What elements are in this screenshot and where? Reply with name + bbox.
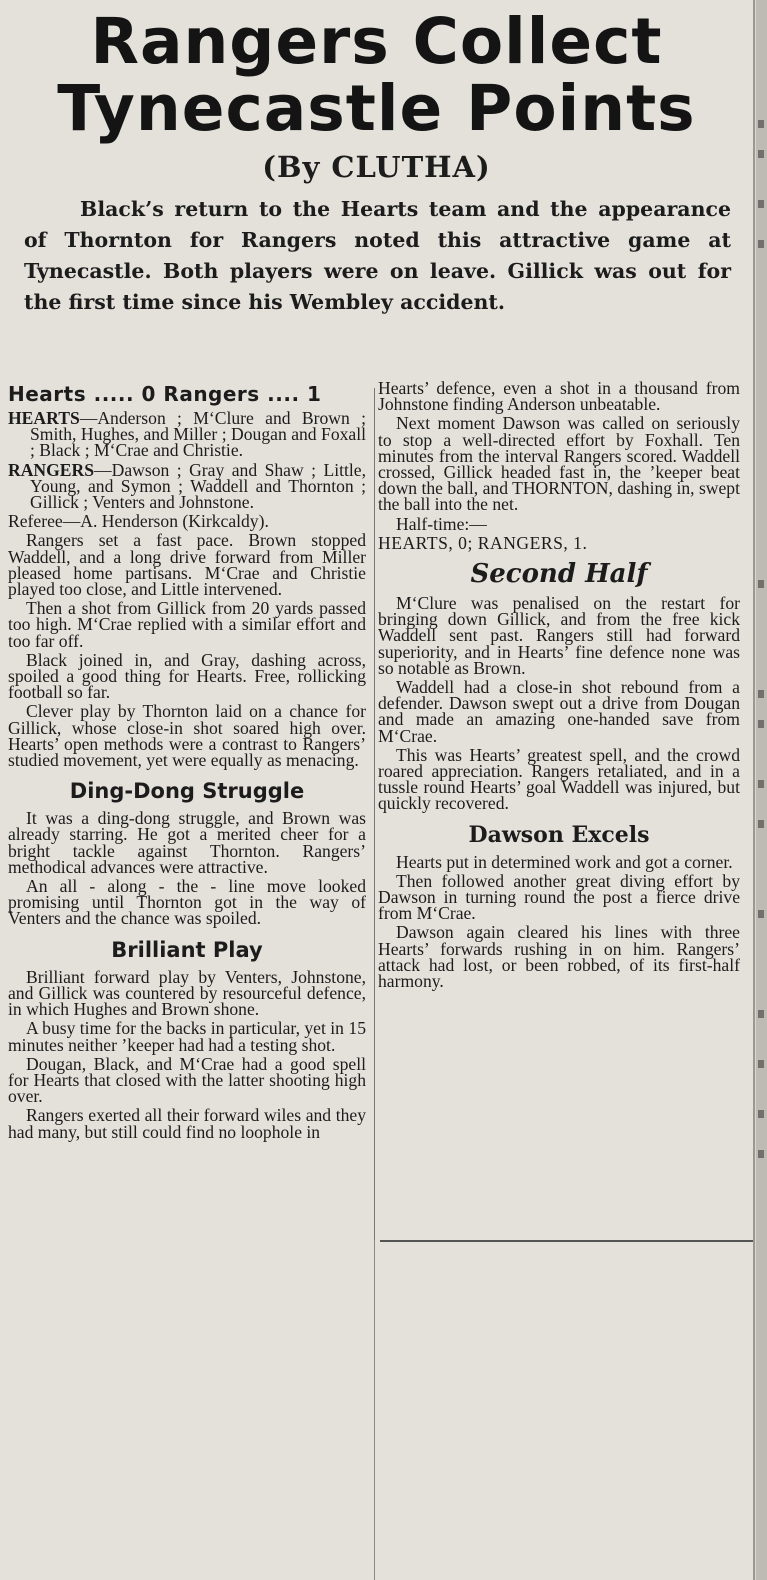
hearts-team: —Anderson ; M‘Clure and Brown ; Smith, Hughes, and Miller ; Dougan and Foxall ; Black ; M‘Crae and Christie.	[30, 408, 366, 461]
paragraph: Then a shot from Gillick from 20 yards passed too high. M‘Crae replied with a similar effort and too far off.	[8, 598, 366, 651]
headline: Rangers Collect Tynecastle Points	[57, 5, 696, 145]
adjacent-page-edge	[756, 0, 767, 1580]
paragraph: Clever play by Thornton laid on a chance for Gillick, whose close-in shot soared high over. Hearts’ open methods were a contrast to Rangers’ studied movement, yet were equally as menacing.	[8, 701, 366, 771]
text-fragment	[758, 1110, 764, 1118]
paragraph: This was Hearts’ greatest spell, and the crowd roared appreciation. Rangers retaliated, and in a tussle round Hearts’ goal Waddell was injured, but quickly recovered.	[378, 744, 740, 814]
paragraph: Dougan, Black, and M‘Crae had a good spell for Hearts that closed with the latter shooting high over.	[8, 1053, 366, 1107]
text-fragment	[758, 910, 764, 918]
rangers-team: —Dawson ; Gray and Shaw ; Little, Young, and Symon ; Waddell and Thornton ; Gillick ; Venters and Johnstone.	[30, 459, 366, 513]
byline: (By CLUTHA)	[262, 150, 491, 184]
text-fragment	[758, 1150, 764, 1158]
text-fragment	[758, 200, 764, 208]
right-column	[378, 380, 740, 992]
paragraph: It was a ding-dong struggle, and Brown was already starring. He got a merited cheer for a bright tackle against Thornton. Rangers’ methodical advances were attractive.	[8, 808, 366, 877]
paragraph: Next moment Dawson was called on seriously to stop a well-directed effort by Foxhall. Ten minutes from the interval Rangers scored. Waddell crossed, Gillick headed fast in, the ’keeper beat down the ball, and THORNTON, dashing in, swept the ball into the net.	[378, 413, 740, 515]
lower-column-divider	[374, 1240, 375, 1580]
referee-line	[8, 511, 366, 532]
text-fragment	[758, 120, 764, 128]
halftime-score: HEARTS, 0; RANGERS, 1.	[378, 532, 588, 553]
paragraph: Black joined in, and Gray, dashing across, spoiled a good thing for Hearts. Free, rollicking football so far.	[8, 649, 366, 703]
text-fragment	[758, 1010, 764, 1018]
rangers-lineup	[8, 459, 366, 513]
intro-paragraph: Black’s return to the Hearts team and the appearance of Thornton for Rangers noted this attractive game at Tynecastle. Both players were on leave. Gillick was out for the first time since his Wembley accident.	[24, 197, 731, 314]
paragraph: Dawson again cleared his lines with three Hearts’ forwards rushing in on him. Rangers’ attack had lost, or been robbed, of its first-half harmony.	[378, 922, 740, 992]
score-line: Hearts ..... 0 Rangers .... 1	[8, 382, 322, 406]
text-fragment	[758, 690, 764, 698]
text-fragment	[758, 1060, 764, 1068]
paragraph: Brilliant forward play by Venters, Johnstone, and Gillick was countered by resourceful defence, in which Hughes and Brown shone.	[8, 966, 366, 1020]
halftime-label: Half-time:—	[396, 513, 487, 534]
paragraph: Rangers set a fast pace. Brown stopped Waddell, and a long drive forward from Miller pleased home partisans. M‘Crae and Christie played too close, and Little intervened.	[8, 530, 366, 600]
paragraph: Hearts put in determined work and got a corner.	[396, 851, 733, 872]
paragraph: Rangers exerted all their forward wiles and they had many, but still could find no loophole in	[8, 1105, 366, 1142]
text-fragment	[758, 820, 764, 828]
subheading-dawson-excels: Dawson Excels	[468, 821, 650, 848]
paragraph: Waddell had a close-in shot rebound from a defender. Dawson swept out a drive from Dougan and made an amazing one-handed save from M‘Crae.	[378, 677, 740, 746]
paragraph: Then followed another great diving effort by Dawson in turning round the post a fierce drive from M‘Crae.	[378, 870, 740, 924]
column-end-rule	[380, 1240, 753, 1242]
paragraph: A busy time for the backs in particular, yet in 15 minutes neither ’keeper had had a testing shot.	[8, 1018, 366, 1055]
rangers-label: RANGERS	[8, 459, 95, 480]
subheading-second-half: Second Half	[470, 559, 648, 590]
hearts-lineup	[8, 410, 366, 459]
paragraph: An all - along - the - line move looked promising until Thornton got in the way of Venters and the chance was spoiled.	[8, 876, 366, 929]
text-fragment	[758, 240, 764, 248]
text-fragment	[758, 150, 764, 158]
text-fragment	[758, 580, 764, 588]
paragraph: M‘Clure was penalised on the restart for bringing down Gillick, and from the free kick Waddell sent past. Rangers still had forward superiority, and in Hearts’ fine defence none was so notable as Brown.	[378, 593, 740, 678]
hearts-label: HEARTS	[8, 408, 80, 428]
paragraph: Hearts’ defence, even a shot in a thousand from Johnstone finding Anderson unbeatable.	[378, 378, 740, 415]
subheading-brilliant-play: Brilliant Play	[111, 937, 263, 962]
referee: Referee—A. Henderson (Kirkcaldy).	[8, 511, 269, 532]
left-column	[8, 380, 366, 1143]
subheading-ding-dong: Ding-Dong Struggle	[69, 779, 305, 804]
text-fragment	[758, 720, 764, 728]
text-fragment	[758, 780, 764, 788]
